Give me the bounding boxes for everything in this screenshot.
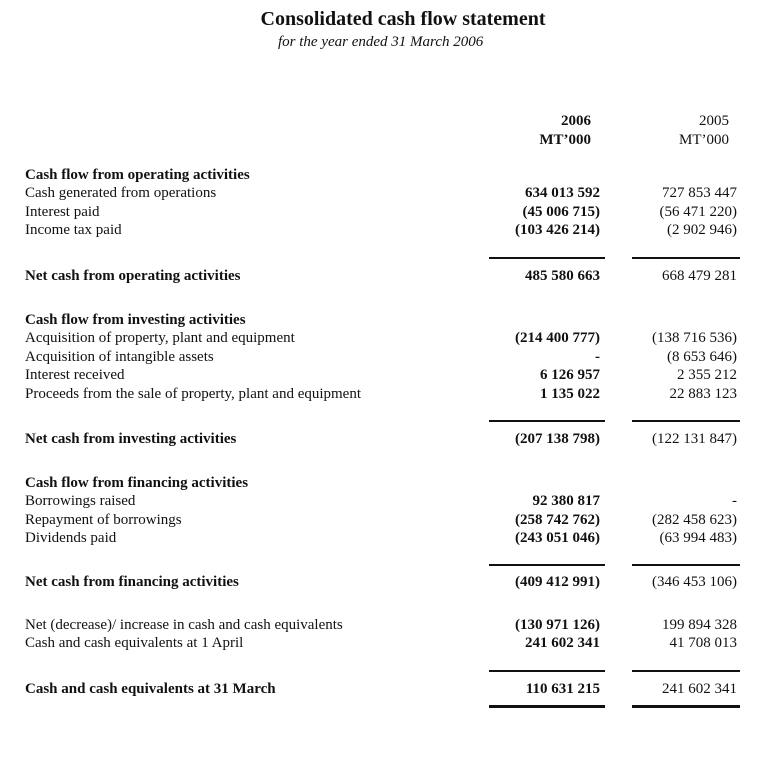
row-label: Acquisition of intangible assets — [25, 349, 214, 365]
value-2006: (243 051 046) — [515, 530, 600, 546]
value-2006: 92 380 817 — [532, 493, 600, 509]
row-label: Net cash from operating activities — [25, 268, 241, 284]
subtotal-rule — [489, 420, 605, 422]
row-label: Income tax paid — [25, 222, 122, 238]
line-item-row — [25, 385, 745, 403]
section-row — [25, 166, 745, 184]
line-item-row — [25, 366, 745, 384]
value-2006: - — [595, 349, 600, 365]
row-label: Acquisition of property, plant and equipment — [25, 330, 295, 346]
value-2006: (258 742 762) — [515, 512, 600, 528]
value-2006: 6 126 957 — [540, 367, 600, 383]
line-item-row — [25, 203, 745, 221]
value-2005: (122 131 847) — [652, 431, 737, 447]
subtotal-rule — [632, 420, 740, 422]
value-2005: (282 458 623) — [652, 512, 737, 528]
value-2005: 241 602 341 — [662, 681, 737, 697]
section-row — [25, 311, 745, 329]
row-label: Net (decrease)/ increase in cash and cash equivalents — [25, 617, 343, 633]
line-item-row — [25, 616, 745, 634]
section-row — [25, 267, 745, 285]
line-item-row — [25, 511, 745, 529]
row-label: Cash generated from operations — [25, 185, 217, 201]
value-2006: (130 971 126) — [515, 617, 600, 633]
total-double-rule — [632, 705, 740, 708]
row-label: Cash and cash equivalents at 31 March — [25, 681, 276, 697]
row-label: Cash flow from financing activities — [25, 475, 249, 491]
document-title: Consolidated cash flow statement — [260, 8, 546, 30]
column-year: 2006 — [561, 113, 591, 129]
row-label: Cash flow from investing activities — [25, 312, 246, 328]
column-unit: MT’000 — [679, 132, 729, 148]
row-label: Net cash from financing activities — [25, 574, 239, 590]
subtotal-rule — [489, 257, 605, 259]
value-2006: 241 602 341 — [525, 635, 600, 651]
document-subtitle: for the year ended 31 March 2006 — [278, 34, 484, 50]
row-label: Interest paid — [25, 204, 100, 220]
value-2005: 2 355 212 — [677, 367, 737, 383]
line-item-row — [25, 329, 745, 347]
row-label: Cash and cash equivalents at 1 April — [25, 635, 244, 651]
subtotal-rule — [632, 670, 740, 672]
row-label: Borrowings raised — [25, 493, 136, 509]
value-2005: (2 902 946) — [667, 222, 737, 238]
subtotal-rule — [632, 564, 740, 566]
value-2005: (63 994 483) — [659, 530, 737, 546]
column-year: 2005 — [699, 113, 729, 129]
row-label: Interest received — [25, 367, 125, 383]
total-double-rule — [489, 705, 605, 708]
row-label: Dividends paid — [25, 530, 117, 546]
column-header-2006 — [539, 112, 591, 150]
column-unit: MT’000 — [539, 132, 591, 148]
section-row — [25, 573, 745, 591]
row-label: Proceeds from the sale of property, plant and equipment — [25, 386, 362, 402]
value-2005: (56 471 220) — [659, 204, 737, 220]
section-row — [25, 474, 745, 492]
value-2006: 1 135 022 — [540, 386, 600, 402]
value-2006: 110 631 215 — [525, 681, 600, 697]
value-2006: (207 138 798) — [515, 431, 600, 447]
column-header-2005 — [679, 112, 729, 150]
value-2006: 485 580 663 — [525, 268, 600, 284]
value-2006: (409 412 991) — [515, 574, 600, 590]
value-2006: (103 426 214) — [515, 222, 600, 238]
value-2005: 41 708 013 — [669, 635, 737, 651]
value-2006: 634 013 592 — [525, 185, 600, 201]
line-item-row — [25, 184, 745, 202]
line-item-row — [25, 529, 745, 547]
value-2005: - — [732, 493, 737, 509]
line-item-row — [25, 221, 745, 239]
value-2006: (45 006 715) — [522, 204, 600, 220]
row-label: Repayment of borrowings — [25, 512, 182, 528]
value-2005: 199 894 328 — [662, 617, 737, 633]
value-2005: 727 853 447 — [662, 185, 737, 201]
subtotal-rule — [489, 564, 605, 566]
line-item-row — [25, 348, 745, 366]
subtotal-rule — [489, 670, 605, 672]
row-label: Cash flow from operating activities — [25, 167, 250, 183]
value-2005: 22 883 123 — [669, 386, 737, 402]
value-2005: (138 716 536) — [652, 330, 737, 346]
value-2006: (214 400 777) — [515, 330, 600, 346]
value-2005: (346 453 106) — [652, 574, 737, 590]
value-2005: 668 479 281 — [662, 268, 737, 284]
line-item-row — [25, 634, 745, 652]
line-item-row — [25, 492, 745, 510]
row-label: Net cash from investing activities — [25, 431, 237, 447]
section-row — [25, 430, 745, 448]
value-2005: (8 653 646) — [667, 349, 737, 365]
subtotal-rule — [632, 257, 740, 259]
section-row — [25, 680, 745, 698]
